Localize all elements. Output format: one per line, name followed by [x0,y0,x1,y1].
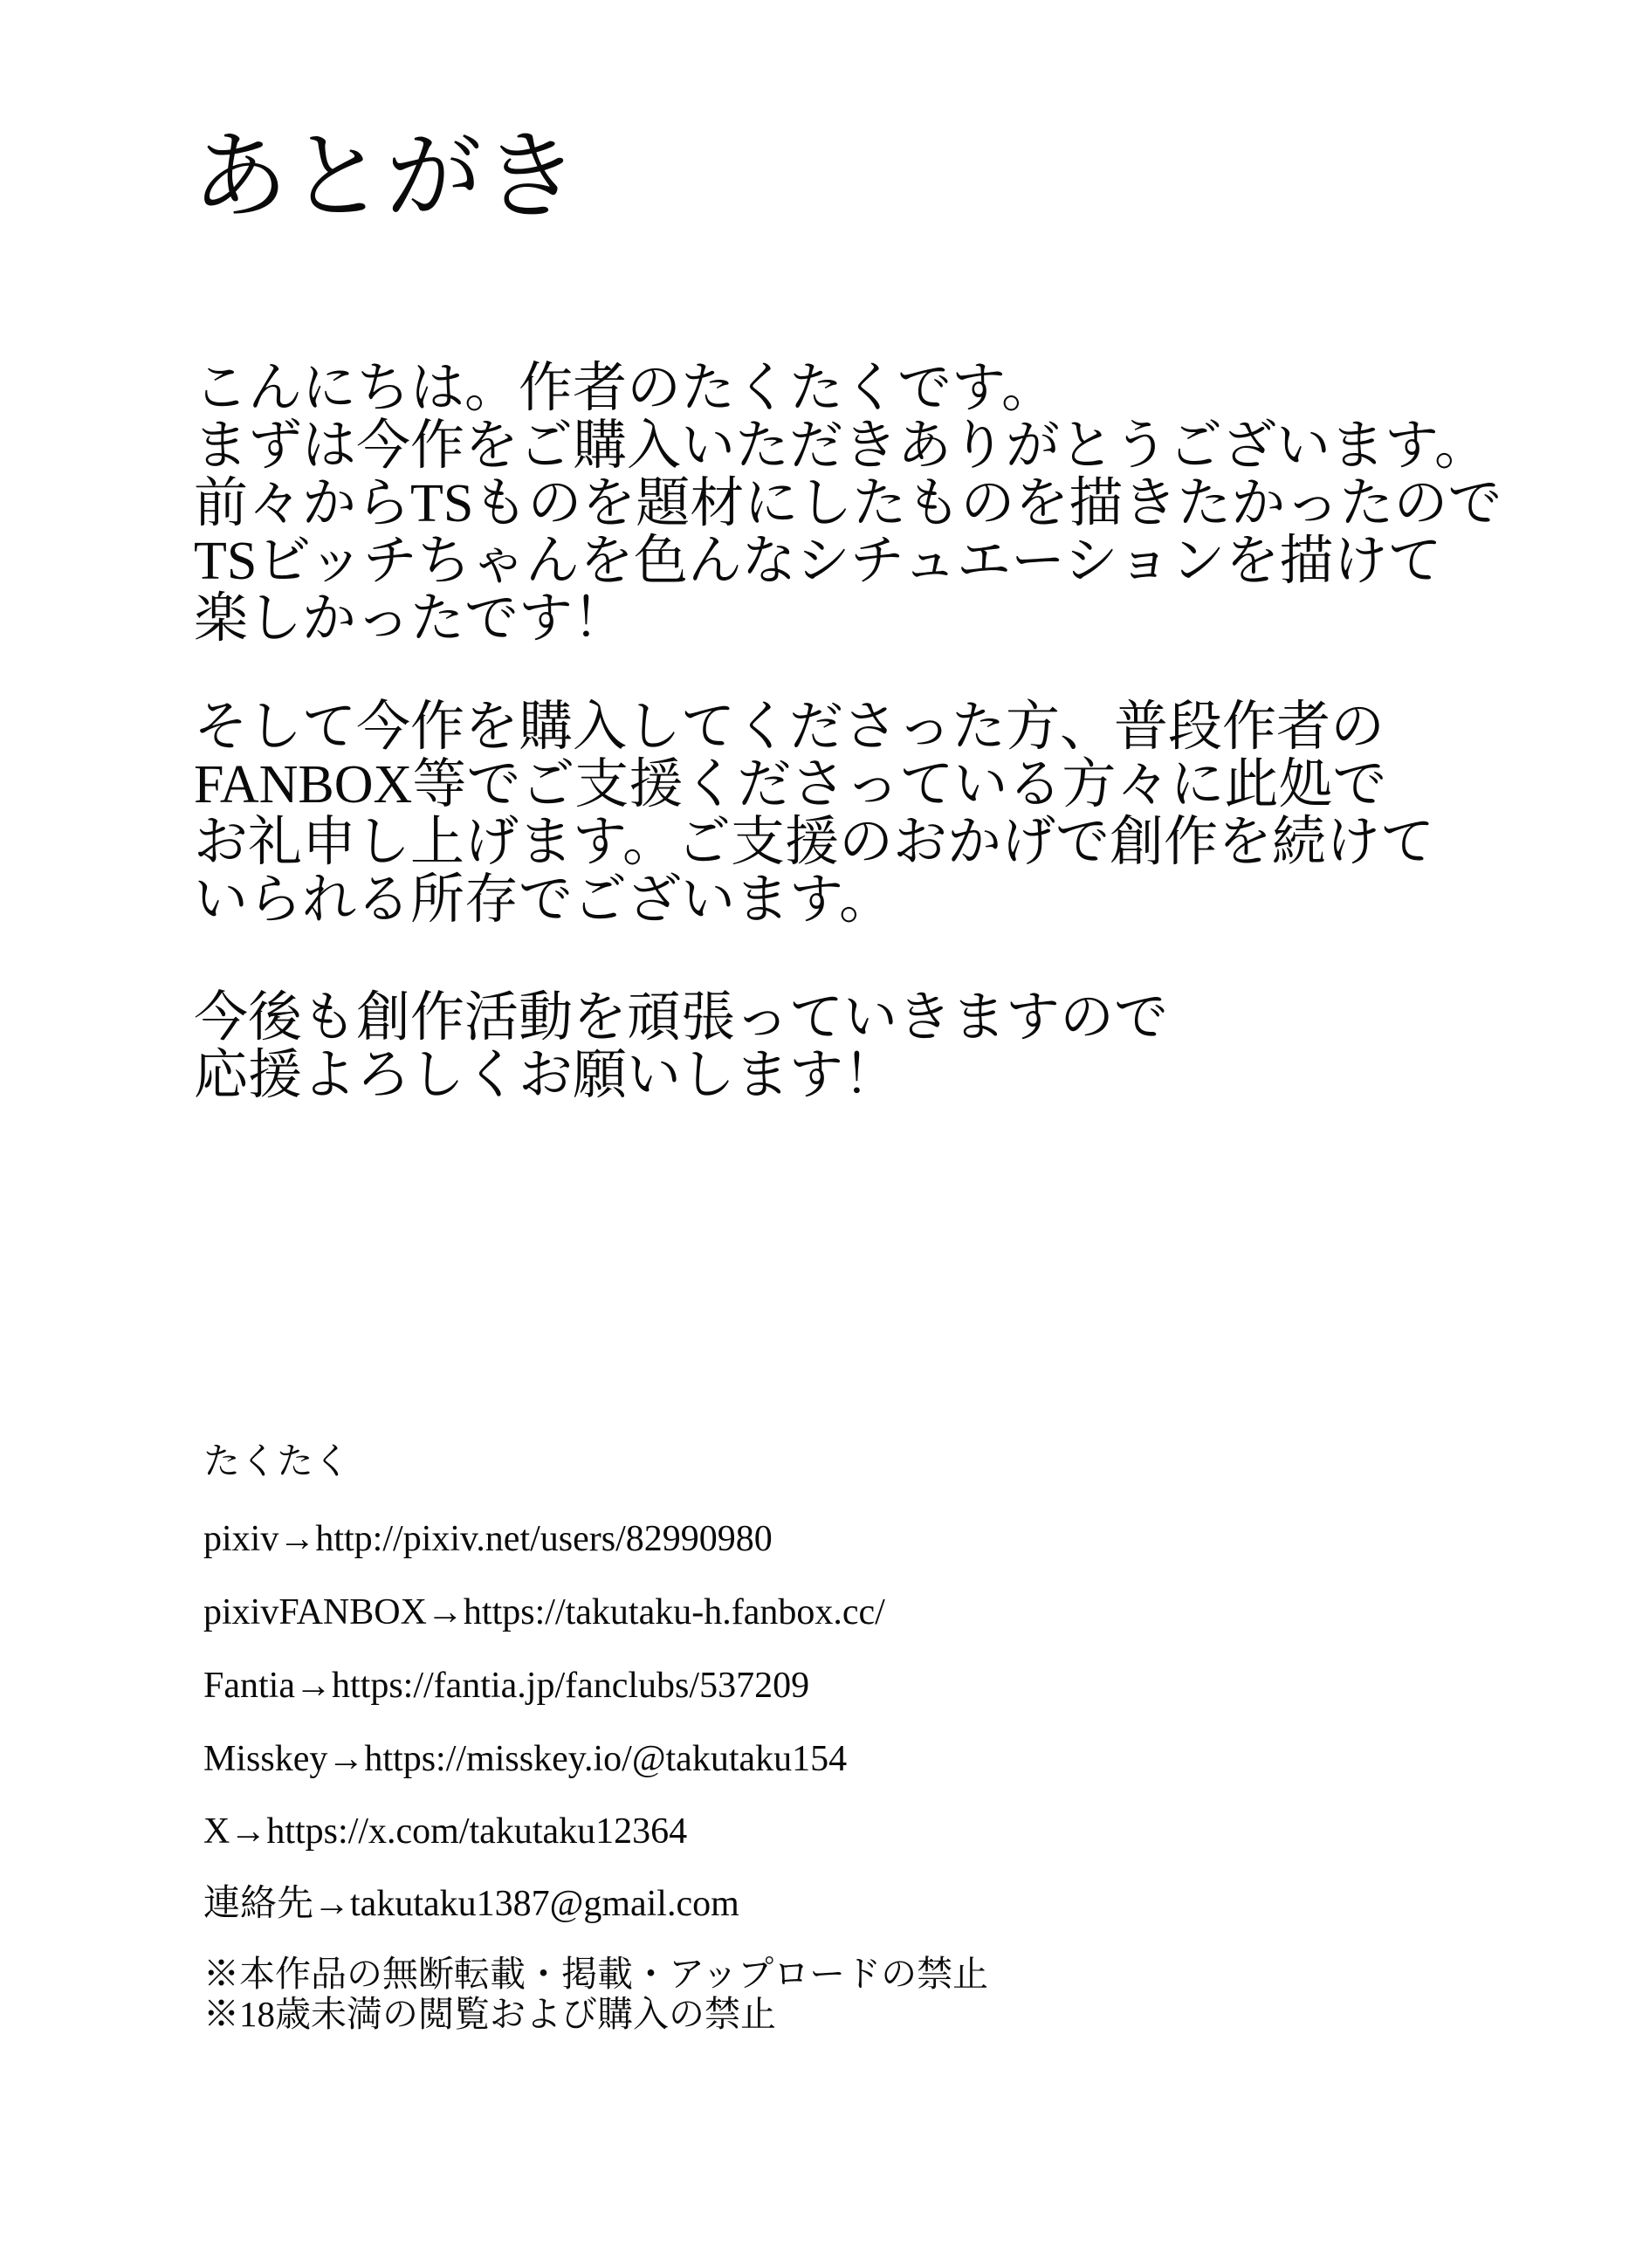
link-x [203,1810,687,1853]
link-url: https://fantia.jp/fanclubs/537209 [331,1666,810,1706]
paragraph-line: お礼申し上げます。ご支援のおかげで創作を続けて [194,813,1435,872]
link-pixiv-fanbox [203,1591,885,1634]
link-label: Misskey [203,1739,328,1779]
link-label: X [203,1811,230,1852]
paragraph-line: 応援よろしくお願いします！ [194,1046,898,1105]
link-label: 連絡先 [203,1884,314,1924]
page-title: あとがき [192,124,580,230]
paragraph-line: そして今作を購入してくださった方、普段作者の [194,698,1385,757]
arrow-icon: → [230,1811,267,1852]
link-pixiv [203,1517,773,1561]
notice-no-repost: ※本作品の無断転載・掲載・アップロードの禁止 [203,1954,989,1994]
link-url: https://x.com/takutaku12364 [266,1811,688,1852]
link-label: pixiv [203,1519,279,1559]
arrow-icon: → [327,1739,365,1779]
paragraph-closing [194,989,1168,1104]
link-misskey [203,1737,847,1781]
legal-notices [203,1954,988,2034]
arrow-icon: → [294,1666,332,1706]
paragraph-line: TSビッチちゃんを色んなシチュエーションを描けて [194,532,1442,591]
paragraph-line: いられる所存でございます。 [194,870,894,930]
arrow-icon: → [426,1592,464,1632]
link-fantia [203,1664,809,1708]
paragraph-line: 楽しかったです！ [194,589,628,649]
link-url: http://pixiv.net/users/82990980 [315,1519,773,1559]
arrow-icon: → [278,1519,316,1559]
paragraph-greeting [194,360,1502,648]
paragraph-line: 前々からTSものを題材にしたものを描きたかったので [194,474,1502,533]
link-url: https://misskey.io/@takutaku154 [364,1739,848,1779]
notice-age-restriction: ※18歳未満の閲覧および購入の禁止 [203,1994,776,2034]
paragraph-line: 今後も創作活動を頑張っていきますので [194,988,1169,1048]
paragraph-line: FANBOX等でご支援くださっている方々に此処で [194,755,1387,814]
arrow-icon: → [313,1884,351,1924]
contact-email [203,1882,739,1926]
paragraph-line: まずは今作をご購入いただきありがとうございます。 [194,416,1489,476]
author-name: たくたく [203,1442,351,1482]
paragraph-line: こんにちは。作者のたくたくです。 [194,359,1056,418]
link-label: Fantia [203,1666,295,1706]
link-url: takutaku1387@gmail.com [350,1884,739,1924]
link-url: https://takutaku-h.fanbox.cc/ [463,1592,885,1632]
link-label: pixivFANBOX [203,1592,427,1632]
paragraph-thanks [194,698,1434,929]
